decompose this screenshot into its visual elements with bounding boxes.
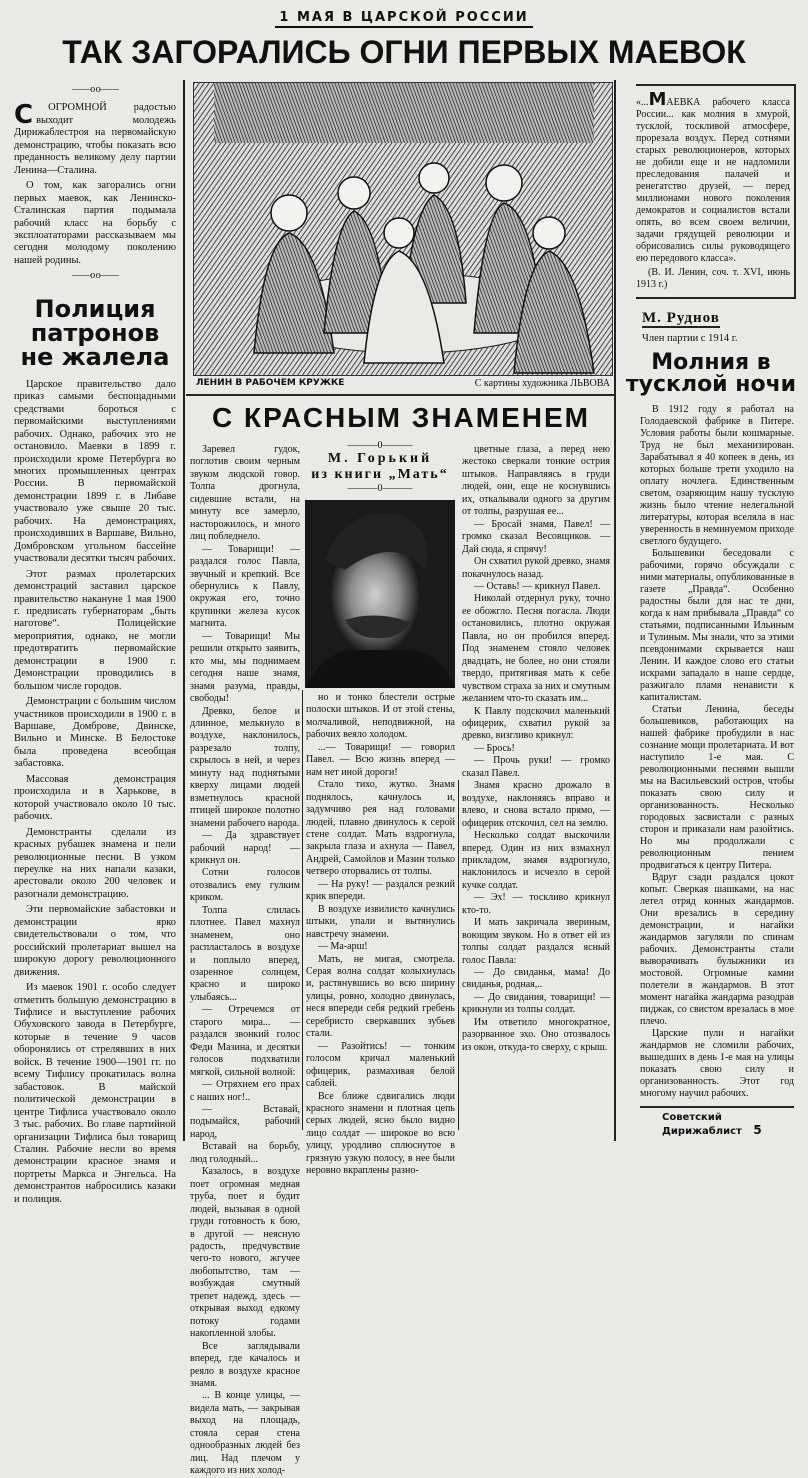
paragraph: Вдруг сзади раздался цокот копыт. Сверкая шашками, на нас летел отряд конных жандармов. Они врезались в середину демонстрации, и нагайки жандармов загуляли по спинам рабочих. Демонстранты стали выворачивать булыжники из мостовой. Огромные камни полетели в жандармов. В этот момент нагайка жандарма разодрав пиджак, со свистом врезалась в мое плечо. [640, 872, 794, 1027]
paragraph: ...— Товарищи! — говорил Павел. — Всю жизнь вперед — нам нет иной дороги! [306, 741, 455, 778]
column-divider [302, 690, 303, 1130]
intro-text [14, 102, 176, 267]
column-divider [614, 80, 616, 1141]
paragraph: Он схватил рукой древко, знамя покачнулось назад. [462, 556, 610, 580]
paragraph: В воздухе извилисто качнулись штыки, упали и вытянулись навстречу знамени. [306, 903, 455, 940]
paragraph: Стало тихо, жутко. Знамя поднялось, качнулось и, задумчиво рея над головами людей, плавно двинулось к серой стене солдат. Мать вздрогнула, закрыла глаза и ахнула — Павел, Андрей, Самойлов и Мазин только четверо оторвались от толпы. [306, 779, 455, 878]
paragraph: Толпа слилась плотнее. Павел махнул знаменем, оно распласталось в воздухе и поплыло вперед, озаренное солнцем, красно и широко улыбаясь... [190, 904, 300, 1003]
paragraph: — На руку! — раздался резкий крик впереди. [306, 878, 455, 903]
illustration-credit: С картины художника ЛЬВОВА [474, 378, 610, 389]
paragraph: — Ма-арш! [318, 941, 368, 953]
paragraph: К Павлу подскочил маленький офицерик, схватил рукой за древко, визгливо крикнул: [462, 705, 610, 742]
footer-rule [640, 1106, 794, 1108]
kicker-text: 1 МАЯ В ЦАРСКОЙ РОССИИ [275, 10, 532, 28]
paragraph: Демонстранты сделали из красных рубашек знамена и пели революционные песни. В узком переулке на них напали казаки, арестовали около 200 человек и разогнали демонстрацию. [14, 826, 176, 900]
lenin-quote-text: АЕВКА рабочего класса России... как молния в хмурой, тусклой, тоскливой атмосфере, прорезала воздух. Перед сотнями старых революционеров, которых не добили еще и не надломили преследования палачей и ренегатство друзей, — перед миллионами нового поколения демократов и социалистов встали опять, во всем своем величии, задачи грядущей революции и обрисовались силы руководящего ею передового класса». [636, 97, 790, 264]
dropcap: С [14, 100, 34, 131]
paragraph: ... В конце улицы, — видела мать, — закрывая выход на площадь, стояла серая стена однообразных людей без лиц. Над плечом у каждого из них холод- [190, 1390, 300, 1477]
headline: ТАК ЗАГОРАЛИСЬ ОГНИ ПЕРВЫХ МАЕВОК [62, 34, 746, 70]
paragraph: И мать закричала звериным, воющим звуком. Но в ответ ей из толпы солдат раздался ясный голос Павла: [462, 917, 610, 966]
paragraph: Знамя красно дрожало в воздухе, наклоняясь вправо и влево, и снова встало прямо, — офицерик отскочил, сел на землю. [462, 780, 610, 829]
paragraph: В 1912 году я работал на Голодаевской фабрике в Питере. Условия работы были кошмарные. Труд не был механизирован. Зарабатывал я 40 копеек в день, из которых больше трети уходило на оплату ночлега. Единственным светом, озаряющим нашу тусклую жизнь было чтение нелегальной литературы, которая вселяла в нас уверенность в неминуемом приходе светлого будущего. [640, 404, 794, 547]
paragraph: — Разойтись! — тонким голосом кричал маленький офицерик, размахивая белой саблей. [306, 1040, 455, 1090]
rudnov-article-title: Молния в тусклой ночи [625, 350, 797, 397]
paragraph: — Отречемся от старого мира... — раздался звонкий голос Феди Мазина, и десятки голосов подхватили мягкой, сильной волной: [190, 1004, 300, 1078]
police-article-body [14, 379, 176, 1206]
paragraph: — Брось! [474, 742, 515, 754]
footer [662, 1112, 800, 1137]
paragraph: Массовая демонстрация происходила и в Харькове, в которой участвовало около 10 тыс. рабочих. [14, 773, 176, 823]
column-divider [458, 780, 459, 1130]
paragraph: — Эх! — тоскливо крикнул кто-то. [462, 892, 610, 916]
gorky-column-3 [462, 444, 610, 1054]
paragraph: Статьи Ленина, беседы большевиков, работающих на нашей фабрике пробудили в нас сознание мощи пролетариата. И вот наступило 1-е мая. С революционными песнями вышли мы на Васильевский остров, чтобы показать свою силу и организованность. Несколько городовых засвистали с разных сторон и приказали нам разойтись. Но мы продолжали с революционным пением продвигаться к центру Питера. [640, 704, 794, 871]
ornament: ———0——— [347, 483, 413, 494]
lenin-quote-box [636, 84, 796, 299]
rudnov-author: М. Руднов [642, 310, 720, 326]
gorky-author: М. Горький [327, 451, 433, 466]
rudnov-article-body [640, 404, 794, 1100]
page-number: 5 [753, 1123, 762, 1137]
police-article-title: Полиция патронов не жалела [20, 294, 170, 371]
paragraph: — Товарищи! Мы решили открыто заявить, кто мы, мы поднимаем сегодня наше знамя, знамя разума, правды, свободы! [190, 630, 300, 705]
column-divider [183, 80, 185, 1141]
paragraph: Сотни голосов отозвались ему гулким криком. [190, 867, 300, 904]
paragraph: Большевики беседовали с рабочими, горячо обсуждали с ними материалы, опубликованные в газете „Правда“. Особенно радостны были для нас те дни, когда к нам прибывала „Правда“ со статьями, подписанными Ильиным и Тулиным. Мы знали, что за этими псевдонимами скрывается наш Ленин. И каждое слово его статьи искрами западало в наше сердце, разжигало пламя ненависти к капиталистам. [640, 548, 794, 703]
intro-block [14, 82, 176, 1209]
paragraph: Царское правительство дало приказ самыми беспощадными средствами бороться с первомайскими выступлениями рабочих. Однако, рабочих это не остановило. Маевки в 1899 г. происходили кроме Петербурга во многих промышленных центрах России. В первомайской демонстрации 1899 г. в Либаве участвовало уже свыше 20 тыс. рабочих. На демонстрациях, происходивших в Варшаве, Вильно, Домбровском угольном бассейне участвовали десятки тысяч рабочих. [14, 378, 176, 565]
paragraph: Этот размах пролетарских демонстраций заставил царское правительство накануне 1 мая 1900 г. предписать губернаторам „быть наготове“. Полицейские мероприятия, однако, не могли предотвратить первомайские демонстрации в 1900 г. Демонстрации проводились в большом числе городов. [14, 568, 176, 692]
paragraph: но и тонко блестели острые полоски штыков. И от этой стены, молчаливой, неподвижной, на рабочих веяло холодом. [306, 692, 455, 741]
lenin-quote-citation: (В. И. Ленин, соч. т. XVI, июнь 1913 г.) [636, 267, 790, 290]
paragraph: Эти первомайские забастовки и демонстрации ярко свидетельствовали о том, что российский пролетариат вышел на широкую дорогу революционного движения. [14, 904, 176, 978]
paragraph: — Прочь руки! — громко сказал Павел. [462, 755, 610, 779]
paragraph: цветные глаза, а перед нею жестоко сверкали тонкие острия штыков. Направляясь в груди людей, они, еще не коснувшись их, откалывали одного за другим от толпы, разрушая ее... [462, 444, 610, 518]
paragraph: Мать, не мигая, смотрела. Серая волна солдат колыхнулась и, растянувшись во всю ширину улицы, ровно, холодно двинулась, неся впереди себя редкий гребень серебристо сверкавших зубьев стали. [306, 953, 455, 1040]
paragraph: — До свиданья, мама! До свиданья, родная,.. [462, 967, 610, 991]
paragraph: — Отряхнем его прах с наших ног!.. [190, 1079, 300, 1103]
paragraph: О том, как загорались огни первых маевок, как Ленинско-Сталинская партия подымала рабочий класс на борьбу с эксплоататорами рассказываем мы сегодня молодому поколению нашей родины. [14, 180, 176, 266]
illustration-caption: ЛЕНИН В РАБОЧЕМ КРУЖКЕ [196, 378, 345, 388]
right-column [622, 84, 800, 1137]
paragraph: ОГРОМНОЙ радостью выходит молодежь Дирижаблестроя на первомайскую демонстрацию, чтобы показать всю преданность великому делу партии Ленина—Сталина. [14, 102, 176, 176]
paragraph: Все заглядывали вперед, где качалось и реяло в воздухе красное знамя. [190, 1340, 300, 1389]
ornament: ——o o—— [72, 270, 118, 282]
paragraph: Демонстрации с большим числом участников происходили в 1900 г. в Варшаве, Домброве, Двинске, Вильно и Минске. В Белостоке была проведена всеобщая забастовка. [14, 696, 176, 770]
ornament: ——o o—— [72, 84, 118, 95]
paragraph: Николай отдернул руку, точно ее обожгло. Песня погасла. Люди остановились, плотно окружая Павла, но он пробился вперед. Под знаменем стояло человек двадцать, не более, но они стояли твердо, притягивая мать к себе чувством страха за них и смутным желанием что-то сказать им... [462, 593, 610, 705]
illustration-lenin-in-workers-circle [193, 82, 613, 376]
paragraph: — Товарищи! — раздался голос Павла, звучный и крепкий. Все обернулись к Павлу, окружая его, точно крупинки железа кусок магнита. [190, 543, 300, 630]
kicker [0, 8, 808, 26]
paragraph: Им ответило многократное, разорванное эхо. Оно отозвалось из окон, откуда-то сверху, с крыш. [462, 1016, 610, 1053]
paragraph: — Бросай знамя, Павел! — громко сказал Весовщиков. — Дай сюда, я спрячу! [462, 518, 610, 555]
gorky-byline [305, 440, 455, 494]
illustration-drawing [194, 83, 612, 375]
paragraph: Вставай на борьбу, люд голодный... [190, 1141, 300, 1165]
paragraph: Царские пули и нагайки жандармов не сломили рабочих, вышедших в день 1-е мая на улицы показать свою силу и организованность. Этот год многому научил рабочих. [640, 1028, 794, 1099]
paragraph: Казалось, в воздухе поет огромная медная труба, поет и будит людей, вызывая в одной груди готовность к бою, в другой — неясную радость, предчувствие чего-то нового, жгучее любопытство, там — возбуждая смутный трепет надежд, здесь — открывая выход едкому потоку годами накопленной злобы. [190, 1166, 300, 1340]
paragraph: Все ближе сдвигались люди красного знамени и плотная цепь серых людей, ясно было видно лицо солдат — широкое во всю улицу, уродливо сплюснутое в грязную узкую полосу, в нее были неровно вкраплены разно- [306, 1090, 455, 1177]
gorky-column-1 [190, 444, 300, 1478]
gorky-source: из книги „Мать“ [311, 467, 449, 482]
paragraph: — Да здравствует рабочий народ! — крикнул он. [190, 830, 300, 866]
paragraph: Несколько солдат выскочили вперед. Один из них взмахнул прикладом, знамя вздрогнуло, наклонилось и исчезло в серой кучке солдат. [462, 830, 610, 891]
gorky-title: С КРАСНЫМ ЗНАМЕНЕМ [212, 402, 590, 433]
quote-prefix: «... [636, 97, 649, 108]
portrait-drawing [305, 500, 455, 688]
gorky-portrait [305, 500, 455, 688]
paragraph: — До свидания, товарищи! — крикнули из толпы солдат. [462, 991, 610, 1016]
publication-name: Советский Дирижаблист [662, 1112, 742, 1137]
dropcap: М [648, 89, 667, 110]
paragraph: Заревел гудок, поглотив своим черным звуком людской говор. Толпа дрогнула, сидевшие встали, на минуту все замерло, насторожилось, и много лиц побледнело. [190, 444, 300, 543]
paragraph: Из маевок 1901 г. особо следует отметить большую демонстрацию в Тифлисе и выступление рабочих Обуховского завода в Петербурге, которые в течение 9 часов оборонялись от стрелявших в них войск. В течение 1900—1901 гг. по всему Тифлису прокатилась волна забастовок. В майской политической демонстрации в центре Тифлиса участвовало около 3 тыс. рабочих. Во главе партийной организации Тифлиса был товарищ Сталин. Рабочие несли во время демонстрации красное знамя и портреты Маркса и Энгельса. На демонстрантов набросились казаки и полиция. [14, 982, 176, 1205]
paragraph: Древко, белое и длинное, мелькнуло в воздухе, наклонилось, разрезало толпу, скрылось в ней, и через минуту над поднятыми кверху лицами людей взметнулось красной птицей широкое полотно знамени рабочего народа. [190, 705, 300, 829]
paragraph: — Оставь! — крикнул Павел. [474, 580, 601, 592]
section-divider [186, 394, 614, 396]
paragraph: — Вставай, подымайся, рабочий народ, [190, 1104, 300, 1140]
gorky-column-2 [306, 692, 455, 1178]
ornament: ———0——— [347, 440, 413, 451]
rudnov-author-note: Член партии с 1914 г. [642, 333, 738, 344]
